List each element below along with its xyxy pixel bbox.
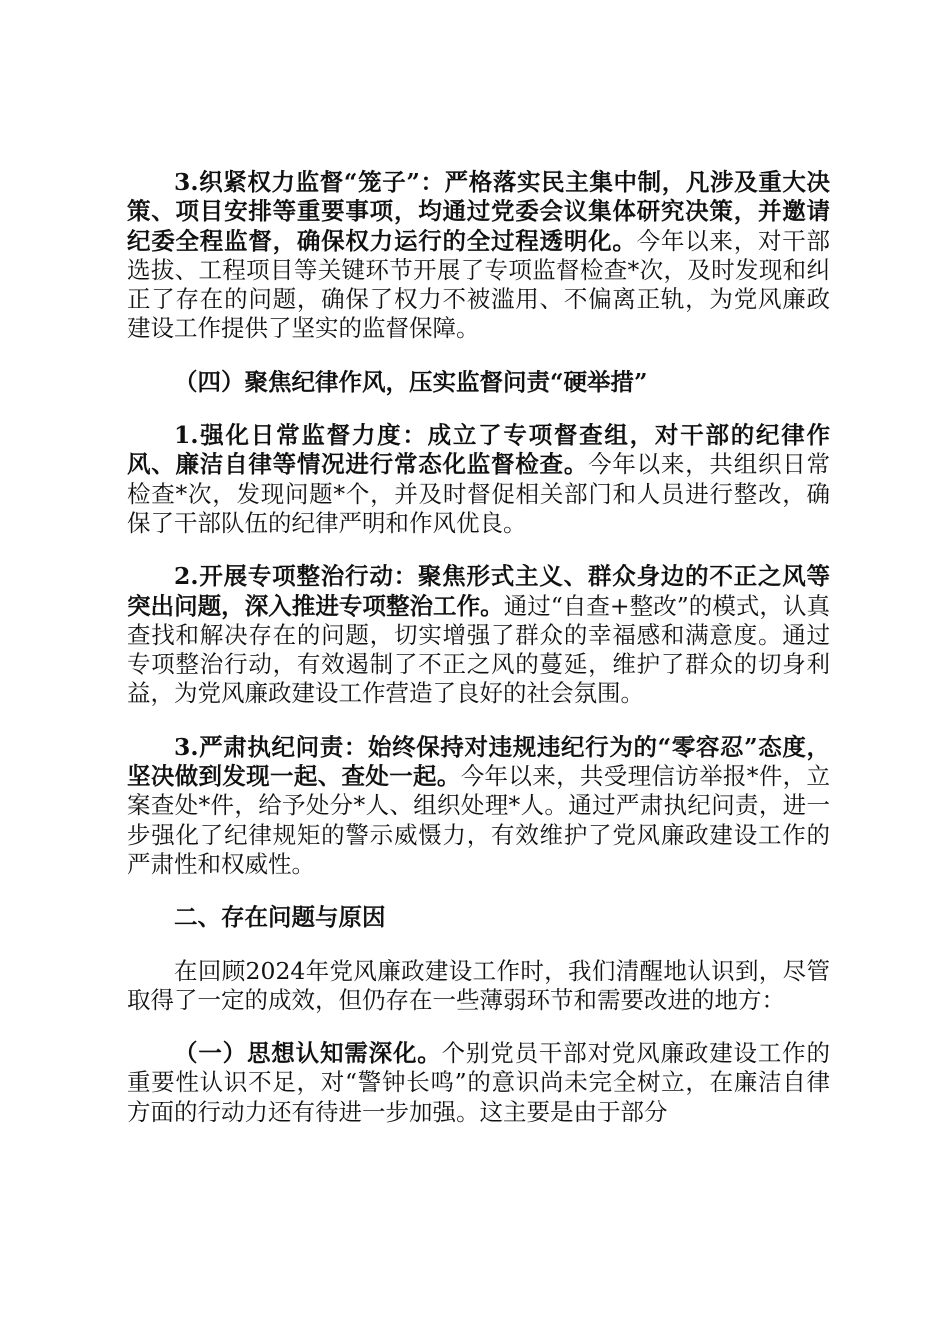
paragraph-body: 通过“自查+整改”的模式，认真查找和解决存在的问题，切实增强了群众的幸福感和满意度。通过专项整治行动，有效遏制了不正之风的蔓延，维护了群众的切身利益，为党风廉政建设工作营造了良好的社会氛围。 [127,591,831,708]
paragraph-body: 个别党员干部对党风廉政建设工作的重要性认识不足，对“警钟长鸣”的意识尚未完全树立，在廉洁自律方面的行动力还有待进一步加强。这主要是由于部分 [127,1039,831,1126]
paragraph-body: 今年以来，对干部选拔、工程项目等关键环节开展了专项监督检查*次，及时发现和纠正了存在的问题，确保了权力不被滥用、不偏离正轨，为党风廉政建设工作提供了坚实的监督保障。 [127,226,830,343]
paragraph-daily-supervision [127,421,830,538]
paragraph-lead: 1.强化日常监督力度：成立了专项督查组，对干部的纪律作风、廉洁自律等情况进行常态化监督检查。 [127,421,830,479]
paragraph-ideological-awareness [127,1039,830,1127]
paragraph-power-supervision [127,168,830,344]
paragraph-lead: （一）思想认知需深化。 [174,1039,442,1068]
section-heading-4: （四）聚焦纪律作风，压实监督问责“硬举措” [174,367,648,396]
paragraph-body: 今年以来，共组织日常检查*次，发现问题*个，并及时督促相关部门和人员进行整改，确保了干部队伍的纪律严明和作风优良。 [127,450,831,537]
paragraph-body: 今年以来，共受理信访举报*件，立案查处*件，给予处分*人、组织处理*人。通过严肃执纪问责，进一步强化了纪律规矩的警示威慑力，有效维护了党风廉政建设工作的严肃性和权威性。 [127,762,831,878]
section-heading-2: 二、存在问题与原因 [174,903,386,932]
paragraph-lead: 2.开展专项整治行动：聚焦形式主义、群众身边的不正之风等突出问题，深入推进专项整治工作。 [127,562,830,620]
paragraph-lead: 3.织紧权力监督“笼子”：严格落实民主集中制，凡涉及重大决策、项目安排等重要事项，均通过党委会议集体研究决策，并邀请纪委全程监督，确保权力运行的全过程透明化。 [127,168,830,255]
paragraph-review-intro [127,957,830,1016]
paragraph-special-rectification [127,562,830,708]
paragraph-lead: 3.严肃执纪问责：始终保持对违规违纪行为的“零容忍”态度，坚决做到发现一起、查处一起。 [127,732,830,791]
paragraph-discipline-accountability [127,733,830,879]
paragraph-body: 在回顾2024年党风廉政建设工作时，我们清醒地认识到，尽管取得了一定的成效，但仍存在一些薄弱环节和需要改进的地方： [127,956,830,1014]
document-page [127,168,830,1151]
